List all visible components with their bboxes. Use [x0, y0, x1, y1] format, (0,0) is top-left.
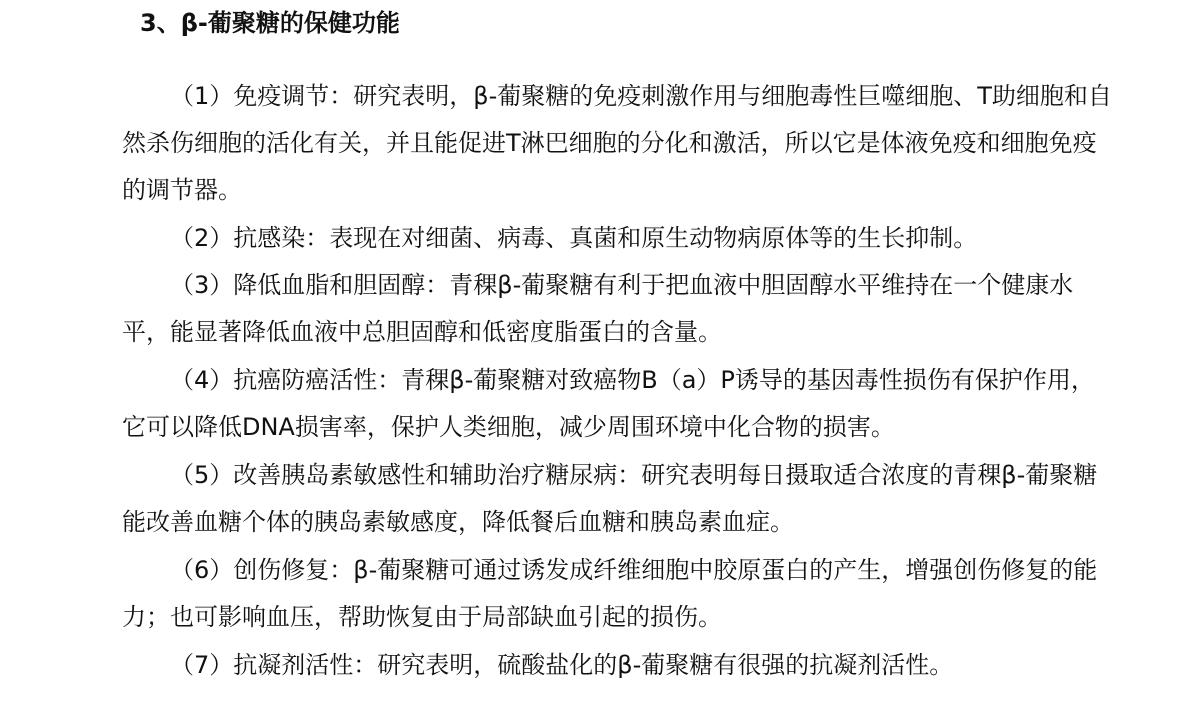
paragraph-anti-cancer: （4）抗癌防癌活性：青稞β-葡聚糖对致癌物B（a）P诱导的基因毒性损伤有保护作用，它可以降低DNA损害率，保护人类细胞，减少周围环境中化合物的损害。 [122, 366, 1095, 441]
paragraph-wound-repair: （6）创伤修复：β-葡聚糖可通过诱发成纤维细胞中胶原蛋白的产生，增强创伤修复的能力；也可影响血压，帮助恢复由于局部缺血引起的损伤。 [122, 556, 1098, 631]
section-heading: 3、β-葡聚糖的保健功能 [140, 9, 400, 37]
paragraph-insulin-sensitivity: （5）改善胰岛素敏感性和辅助治疗糖尿病：研究表明每日摄取适合浓度的青稞β-葡聚糖能改善血糖个体的胰岛素敏感度，降低餐后血糖和胰岛素血症。 [122, 461, 1098, 536]
paragraph-anticoagulant: （7）抗凝剂活性：研究表明，硫酸盐化的β-葡聚糖有很强的抗凝剂活性。 [170, 651, 954, 679]
paragraph-anti-infection: （2）抗感染：表现在对细菌、病毒、真菌和原生动物病原体等的生长抑制。 [170, 224, 978, 252]
paragraph-lower-lipids-cholesterol: （3）降低血脂和胆固醇：青稞β-葡聚糖有利于把血液中胆固醇水平维持在一个健康水平，能显著降低血液中总胆固醇和低密度脂蛋白的含量。 [122, 271, 1074, 346]
paragraph-immune-regulation: （1）免疫调节：研究表明，β-葡聚糖的免疫刺激作用与细胞毒性巨噬细胞、T助细胞和自然杀伤细胞的活化有关，并且能促进T淋巴细胞的分化和激活，所以它是体液免疫和细胞免疫的调节器。 [122, 82, 1112, 204]
